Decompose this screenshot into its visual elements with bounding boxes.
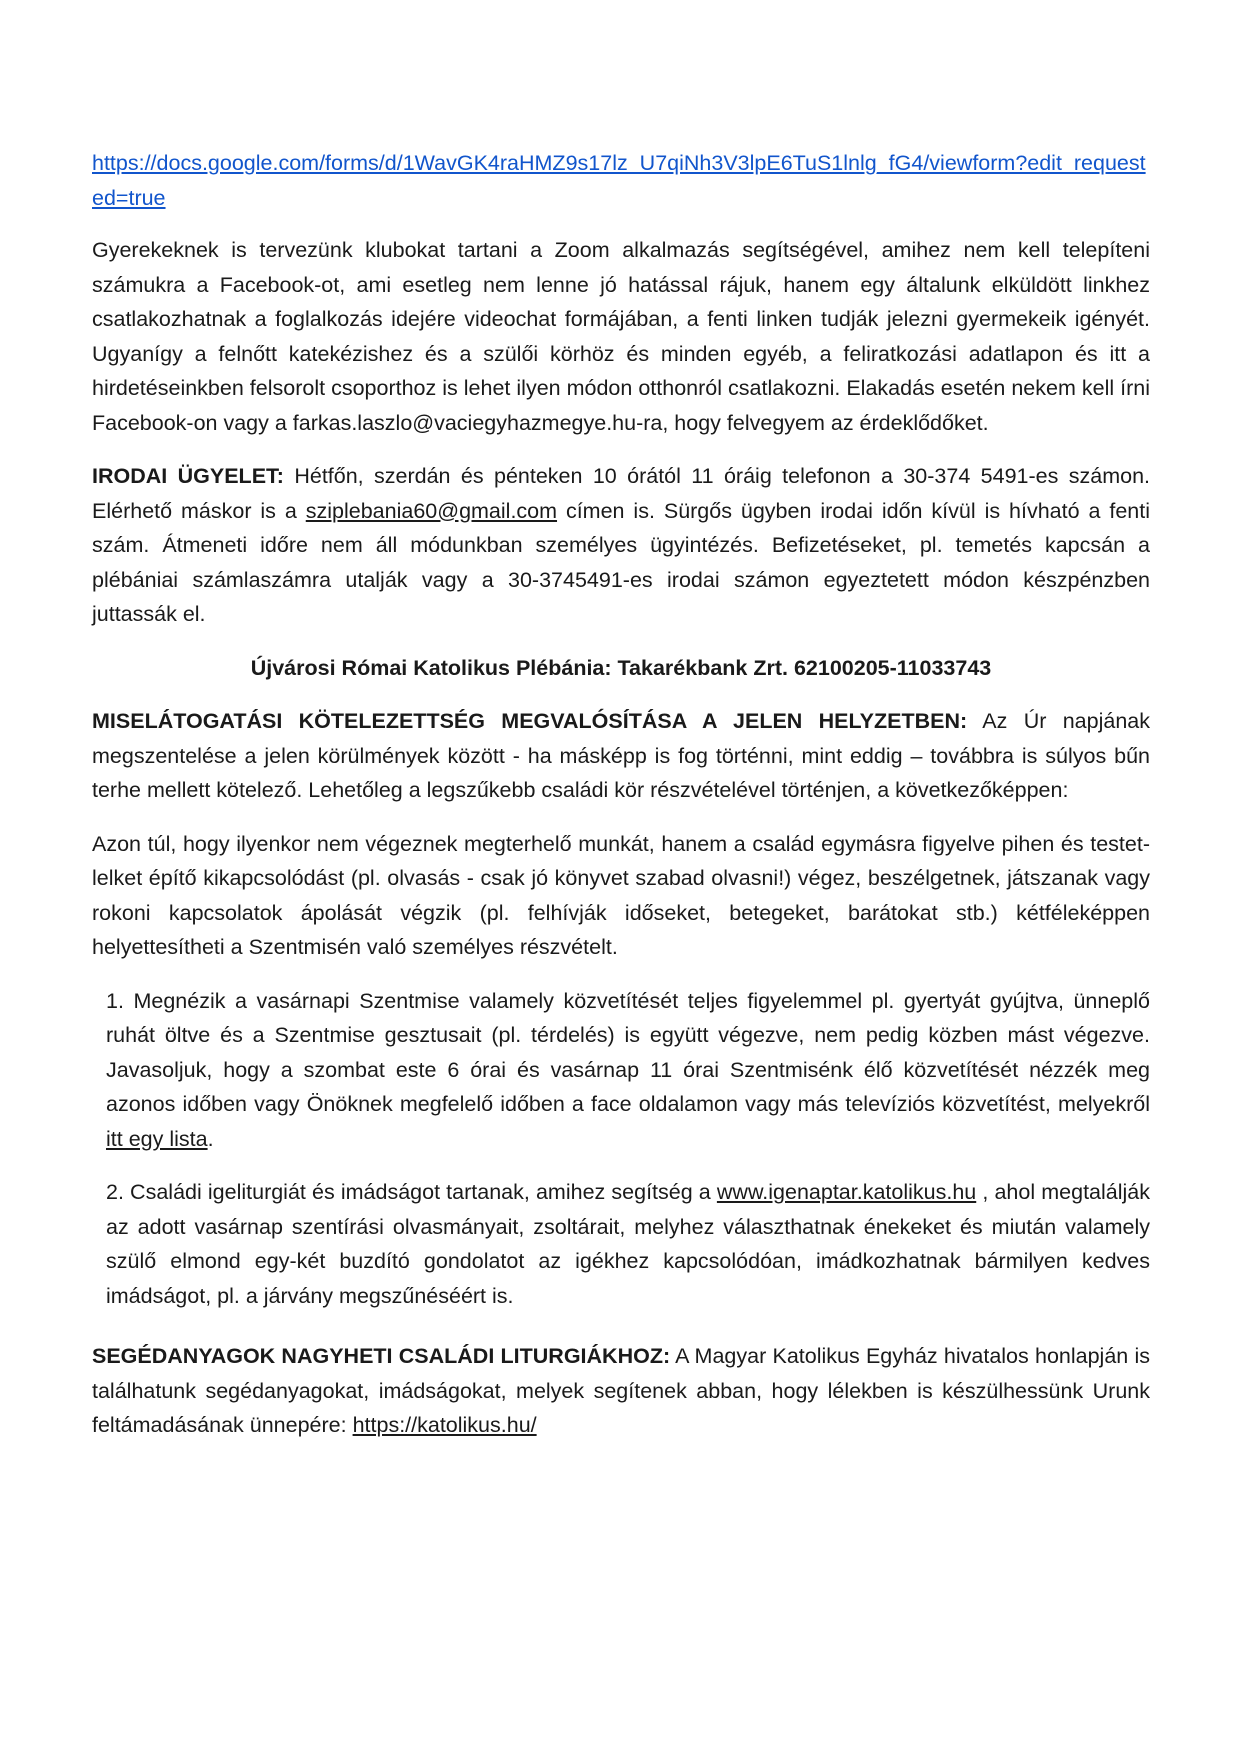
office-hours-heading: IRODAI ÜGYELET:	[92, 464, 284, 488]
list-item-1-text: 1. Megnézik a vasárnapi Szentmise valamely közvetítését teljes figyelemmel pl. gyertyát gyújtva, ünneplő ruhát öltve és a Szentmise gesztusait (pl. térdelés) is együtt végezve, nem pedig közben mást végezve. Javasoljuk, hogy a szombat este 6 órai és vasárnap 11 órai Szentmisénk élő közvetítését nézzék meg azonos időben vagy Önöknek megfelelő időben a face oldalamon vagy más televíziós közvetítést, melyekről	[106, 988, 1150, 1116]
list-item	[92, 1175, 1150, 1313]
options-list	[92, 984, 1150, 1314]
document-page	[92, 146, 1150, 1462]
mass-obligation-heading: MISELÁTOGATÁSI KÖTELEZETTSÉG MEGVALÓSÍTÁSA A JELEN HELYZETBEN:	[92, 709, 968, 733]
liturgy-aids-paragraph	[92, 1339, 1150, 1443]
office-hours-text-2: címen is. Sürgős ügyben irodai időn kívül is hívható a fenti szám. Átmeneti időre nem áll módunkban személyes ügyintézés. Befizetéseket, pl. temetés kapcsán a plébániai számlaszámra utalják vagy a 30-3745491-es irodai számon egyeztetett módon készpénzben juttassák el.	[92, 498, 1150, 626]
office-email-link[interactable]: sziplebania60@gmail.com	[305, 498, 558, 523]
mass-obligation-text: Az Úr napjának megszentelése a jelen körülmények között - ha másképp is fog történni, mint eddig – továbbra is súlyos bűn terhe mellett kötelező. Lehetőleg a legszűkebb családi kör részvételével történjen, a következőképpen:	[92, 709, 1150, 802]
katolikus-link[interactable]: https://katolikus.hu/	[352, 1413, 537, 1437]
office-hours-paragraph	[92, 459, 1150, 632]
office-hours-text-1: Hétfőn, szerdán és pénteken 10 órától 11 óráig telefonon a 30-374 5491-es számon. Elérhető máskor is a	[92, 464, 1150, 523]
list-item-2-text: 2. Családi igeliturgiát és imádságot tartanak, amihez segítség a	[106, 1180, 717, 1204]
list-item-2-end: , ahol megtalálják az adott vasárnap szentírási olvasmányait, zsoltárait, melyhez választhatnak énekeket és miután valamely szülő elmond egy-két buzdító gondolatot az igékhez kapcsolódóan, imádkozhatnak bármilyen kedves imádságot, pl. a járvány megszűnéséért is.	[106, 1180, 1150, 1308]
children-clubs-paragraph: Gyerekeknek is tervezünk klubokat tartani a Zoom alkalmazás segítségével, amihez nem kell telepíteni számukra a Facebook-ot, ami esetleg nem lenne jó hatással rájuk, hanem egy általunk elküldött linkhez csatlakozhatnak a foglalkozás idejére videochat formájában, a fenti linken tudják jelezni gyermekeik igényét. Ugyanígy a felnőtt katekézishez és a szülői körhöz és minden egyéb, a feliratkozási adatlapon és itt a hirdetéseinkben felsorolt csoporthoz is lehet ilyen módon otthonról csatlakozni. Elakadás esetén nekem kell írni Facebook-on vagy a farkas.laszlo@vaciegyhazmegye.hu-ra, hogy felvegyem az érdeklődőket.	[92, 238, 1150, 435]
liturgy-aids-text: A Magyar Katolikus Egyház hivatalos honlapján is találhatunk segédanyagokat, imádságokat, melyek segítenek abban, hogy lélekben is készülhessünk Urunk feltámadásának ünnepére:	[92, 1344, 1151, 1437]
list-item	[92, 984, 1150, 1157]
beyond-paragraph: Azon túl, hogy ilyenkor nem végeznek megterhelő munkát, hanem a család egymásra figyelve pihen és testet-lelket építő kikapcsolódást (pl. olvasás - csak jó könyvet szabad olvasni!) végez, beszélgetnek, játszanak vagy rokoni kapcsolatok ápolását végzik (pl. felhívják időseket, betegeket, barátokat stb.) kétféleképpen helyettesítheti a Szentmisén való személyes részvételt.	[92, 831, 1150, 959]
liturgy-aids-heading: SEGÉDANYAGOK NAGYHETI CSALÁDI LITURGIÁKHOZ:	[92, 1344, 671, 1368]
igenaptar-link[interactable]: www.igenaptar.katolikus.hu	[716, 1180, 977, 1204]
list-item-1-end: .	[207, 1126, 214, 1151]
bank-account-line: Újvárosi Római Katolikus Plébánia: Takarékbank Zrt. 62100205-11033743	[250, 655, 992, 680]
google-form-link[interactable]: https://docs.google.com/forms/d/1WavGK4raHMZ9s17lz_U7qiNh3V3lpE6TuS1lnlg_fG4/viewform?edit_requested=true	[92, 151, 1146, 210]
mass-obligation-paragraph	[92, 704, 1150, 808]
broadcast-list-link[interactable]: itt egy lista	[106, 1126, 208, 1151]
